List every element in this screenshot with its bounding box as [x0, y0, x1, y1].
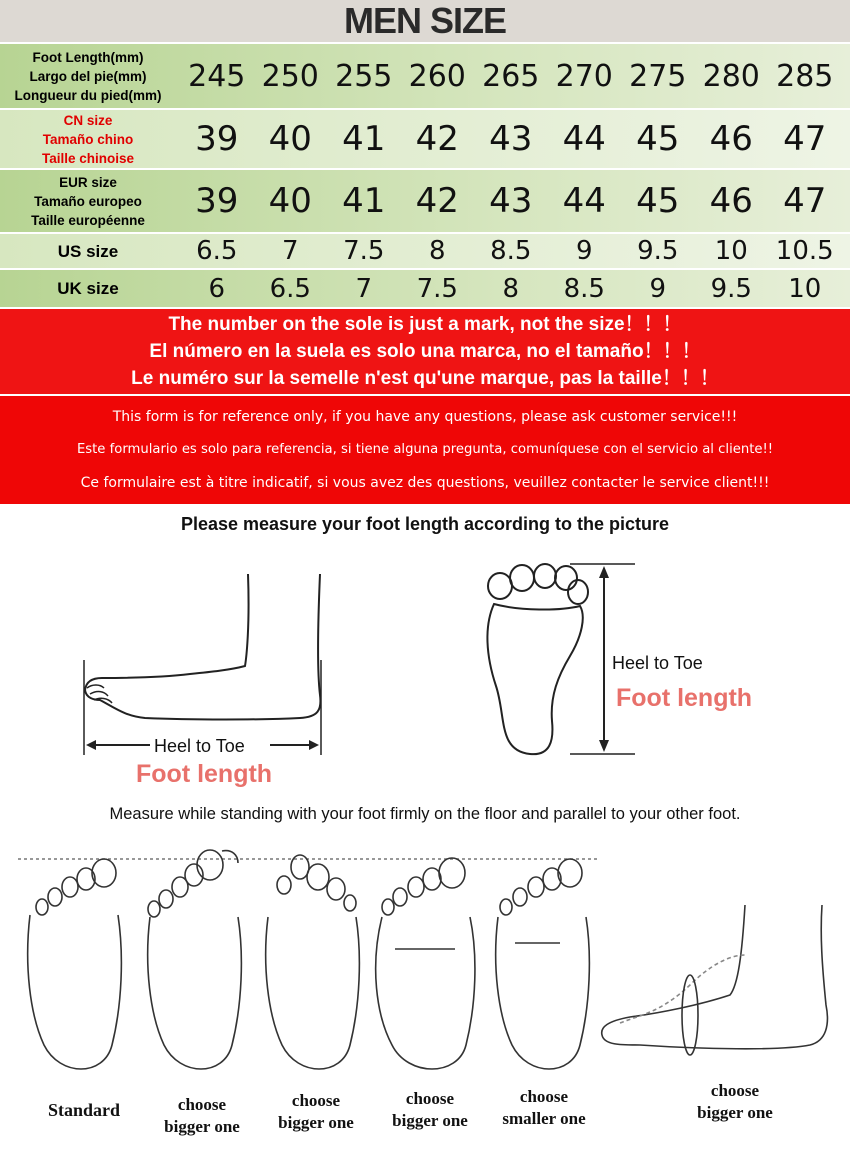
- row-label-text: Foot Length(mm): [32, 49, 144, 65]
- size-cell: 255: [335, 58, 393, 94]
- size-row-foot-length: [0, 44, 850, 108]
- size-cell: 10: [714, 236, 748, 266]
- size-cell: 7: [355, 273, 373, 304]
- size-cell: 10: [788, 273, 822, 304]
- size-cell: 46: [709, 181, 753, 221]
- notice-line: This form is for reference only, if you have any questions, please ask customer service!!!: [112, 408, 738, 425]
- size-cell: 9: [649, 273, 667, 304]
- size-cell: 41: [342, 181, 386, 221]
- row-label-text: CN size: [63, 112, 113, 128]
- size-cell: 39: [195, 119, 239, 159]
- row-label-text: Longueur du pied(mm): [14, 87, 162, 103]
- row-label-text: EUR size: [59, 174, 117, 190]
- page-title: MEN SIZE: [0, 0, 850, 42]
- size-cell: 7.5: [343, 236, 385, 266]
- size-cell: 285: [776, 58, 834, 94]
- size-cell: 42: [415, 119, 459, 159]
- size-cell: 40: [268, 119, 312, 159]
- size-cell: 9.5: [637, 236, 679, 266]
- size-cell: 46: [709, 119, 753, 159]
- foot-types-illustration: [0, 845, 850, 1090]
- size-cell: 245: [188, 58, 246, 94]
- notice-line: El número en la suela es solo una marca, no el tamaño！！！: [149, 341, 701, 362]
- row-label: [0, 270, 176, 307]
- size-cell: 45: [636, 119, 680, 159]
- row-label-text: Tamaño europeo: [34, 193, 142, 209]
- size-cell: 44: [562, 181, 606, 221]
- size-cell: 280: [702, 58, 760, 94]
- foot-type-label: choose bigger one: [164, 1095, 240, 1136]
- measure-heading: Please measure your foot length according to the picture: [180, 514, 670, 534]
- size-cell: 6.5: [196, 236, 238, 266]
- size-cell: 43: [489, 119, 533, 159]
- size-row-eur: [0, 170, 850, 232]
- size-cell: 9.5: [710, 273, 752, 304]
- foot-length-label: Foot length: [616, 684, 753, 712]
- size-cell: 8: [502, 273, 520, 304]
- notice-line: The number on the sole is just a mark, not the size！！！: [168, 314, 682, 335]
- size-cell: 43: [489, 181, 533, 221]
- row-label: [0, 234, 176, 268]
- row-label-text: UK size: [57, 279, 119, 298]
- size-row-us: [0, 234, 850, 268]
- notice-line: Este formulario es solo para referencia, si tiene alguna pregunta, comuníquese con el servicio al cliente!!: [76, 442, 774, 458]
- size-cell: 8: [428, 236, 446, 266]
- foot-type-label: choose bigger one: [697, 1081, 773, 1122]
- size-cell: 40: [268, 181, 312, 221]
- size-cell: 47: [783, 119, 827, 159]
- size-cell: 265: [482, 58, 540, 94]
- size-cell: 270: [555, 58, 613, 94]
- foot-length-label: Foot length: [136, 760, 273, 788]
- size-cell: 6: [208, 273, 226, 304]
- foot-type-label: choose bigger one: [278, 1091, 354, 1132]
- size-cell: 10.5: [775, 236, 834, 266]
- row-label-text: Taille chinoise: [41, 150, 135, 166]
- size-cell: 45: [636, 181, 680, 221]
- side-foot-illustration: [70, 560, 340, 760]
- size-row-uk: [0, 270, 850, 307]
- size-cell: 9: [575, 236, 593, 266]
- foot-type-standard-label: Standard: [47, 1100, 121, 1120]
- row-label-text: Tamaño chino: [42, 131, 134, 147]
- size-cell: 250: [261, 58, 319, 94]
- row-label: [0, 170, 176, 232]
- size-cell: 41: [342, 119, 386, 159]
- size-cell: 7.5: [416, 273, 458, 304]
- sole-notice-banner: [0, 309, 850, 394]
- standing-note: Measure while standing with your foot firmly on the floor and parallel to your other foot.: [109, 805, 741, 823]
- notice-line: Ce formulaire est à titre indicatif, si vous avez des questions, veuillez contacter le service client!!!: [80, 475, 770, 492]
- size-cell: 8.5: [490, 236, 532, 266]
- size-cell: 275: [629, 58, 687, 94]
- size-row-cn: [0, 110, 850, 168]
- row-label: [0, 110, 176, 168]
- row-label-text: US size: [57, 241, 119, 261]
- size-cell: 260: [408, 58, 466, 94]
- size-cell: 7: [281, 236, 299, 266]
- heel-to-toe-label: Heel to Toe: [612, 653, 703, 673]
- size-cell: 47: [783, 181, 827, 221]
- foot-type-label: choose smaller one: [502, 1087, 586, 1128]
- size-cell: 8.5: [563, 273, 605, 304]
- foot-type-label: choose bigger one: [392, 1089, 468, 1130]
- reference-notice-banner: [0, 396, 850, 504]
- size-cell: 6.5: [269, 273, 311, 304]
- size-cell: 42: [415, 181, 459, 221]
- row-label-text: Largo del pie(mm): [29, 68, 147, 84]
- heel-to-toe-label: Heel to Toe: [154, 736, 245, 756]
- notice-line: Le numéro sur la semelle n'est qu'une marque, pas la taille！！！: [131, 368, 719, 389]
- size-cell: 44: [562, 119, 606, 159]
- size-cell: 39: [195, 181, 239, 221]
- row-label-text: Taille européenne: [31, 212, 145, 228]
- row-label: [0, 44, 176, 108]
